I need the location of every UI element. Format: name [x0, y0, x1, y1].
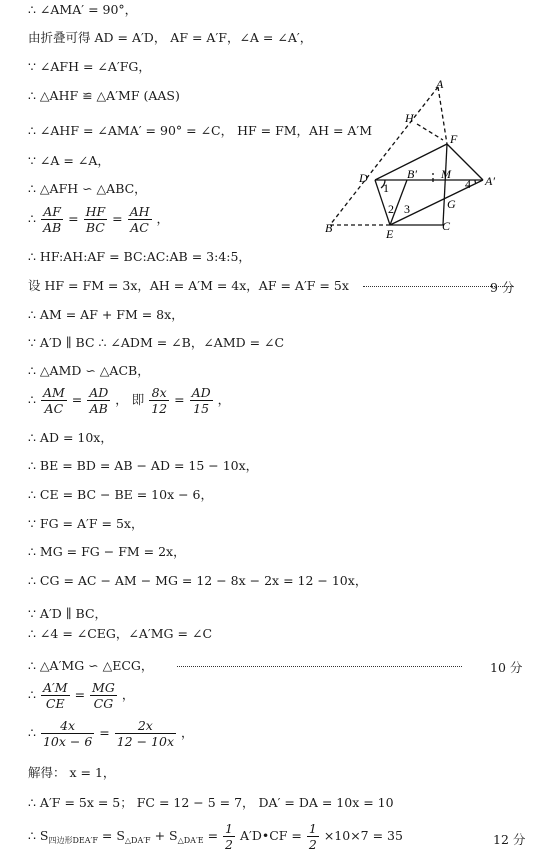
label-B-prime: B′	[407, 167, 417, 181]
proof-line: ∴ MG = FG − FM = 2x，	[28, 544, 186, 559]
dashed-line-AF	[438, 87, 447, 144]
proof-line: ∵ ∠A = ∠A，	[28, 153, 110, 168]
proof-line: ∴ ∠AHF = ∠AMA′ = 90° = ∠C， HF = FM，AH = A′M	[28, 123, 373, 138]
proof-line: ∵ A′D ∥ BC，	[28, 606, 108, 621]
score-mark: 12 分	[493, 832, 526, 847]
fraction-line: ∴ $\frac{4x}{10x - 6}$ = $\frac{2x}{12 - 10x}$ ，	[28, 718, 194, 749]
proof-line: ∴ CG = AC − AM − MG = 12 − 8x − 2x = 12 − 10x，	[28, 573, 368, 588]
proof-line: ∴ △AHF ≌ △A′MF (AAS)	[28, 88, 180, 103]
fraction: $\frac{1}{2}$	[308, 821, 317, 852]
area-line: ∴ $S_{四边形DEA'F} = S_{\triangle DA'F} + S_{\triangle DA'E}$ = $\frac{1}{2}$ A′D•CF = $\frac{1}{2}$ ×10×7 = 35	[28, 821, 403, 852]
label-M: M	[441, 167, 451, 181]
fraction-line: ∴ $\frac{AM}{AC}$ = $\frac{AD}{AB}$ ， 即 $\frac{8x}{12}$ = $\frac{AD}{15}$ ，	[28, 385, 231, 416]
fraction-line: ∴ $\frac{AF}{AB}$ = $\frac{HF}{BC}$ = $\frac{AH}{AC}$ ，	[28, 204, 170, 235]
proof-line: ∴ AM = AF + FM = 8x，	[28, 307, 184, 322]
proof-line: ∴ A′F = 5x = 5； FC = 12 − 5 = 7， DA′ = DA = 10x = 10	[28, 795, 394, 810]
proof-line: ∴ CE = BC − BE = 10x − 6，	[28, 487, 213, 502]
proof-line: ∴ ∠4 = ∠CEG，∠A′MG = ∠C	[28, 626, 213, 641]
label-F: F	[450, 132, 458, 146]
label-D: D	[359, 171, 368, 185]
label-2: 2	[388, 202, 394, 216]
label-B: B	[325, 221, 333, 235]
proof-line: ∴ BE = BD = AB − AD = 15 − 10x，	[28, 458, 259, 473]
label-E: E	[386, 227, 394, 240]
label-C: C	[442, 219, 451, 233]
fraction: $\frac{AF}{AB}$	[42, 204, 62, 235]
proof-line: ∴ △A′MG ∽ △ECG，	[28, 658, 462, 673]
fraction: $\frac{AM}{AC}$	[42, 385, 65, 416]
score-mark: 10 分	[490, 660, 523, 675]
label-G: G	[447, 197, 456, 211]
proof-line: 解得： x = 1，	[28, 765, 116, 780]
fraction: $\frac{8x}{12}$	[151, 385, 168, 416]
line-FA-prime	[447, 144, 483, 180]
label-3: 3	[404, 202, 410, 216]
proof-line: 设 HF = FM = 3x，AH = A′M = 4x，AF = A′F = 5x	[28, 278, 513, 293]
fraction: $\frac{A'M}{CE}$	[42, 680, 68, 711]
fraction: $\frac{AD}{AB}$	[89, 385, 109, 416]
label-1: 1	[383, 181, 389, 195]
label-4: 4	[465, 177, 471, 191]
proof-line: 由折叠可得 AD = A′D， AF = A′F，∠A = ∠A′，	[28, 30, 313, 45]
proof-line: ∵ A′D ∥ BC ∴ ∠ADM = ∠B，∠AMD = ∠C	[28, 335, 285, 350]
fraction: $\frac{2x}{12 - 10x}$	[116, 718, 175, 749]
proof-line: ∴ HF:AH:AF = BC:AC:AB = 3:4:5，	[28, 249, 251, 264]
label-H: H	[405, 111, 414, 125]
fraction: $\frac{1}{2}$	[225, 821, 233, 852]
fraction: $\frac{4x}{10x - 6}$	[42, 718, 93, 749]
label-A: A	[436, 80, 444, 91]
proof-line: ∴ △AMD ∽ △ACB，	[28, 363, 150, 378]
fraction: $\frac{AD}{15}$	[191, 385, 211, 416]
fraction: $\frac{HF}{BC}$	[85, 204, 106, 235]
proof-line: ∴ AD = 10x，	[28, 430, 113, 445]
score-mark: 9 分	[490, 280, 515, 295]
line-FC	[443, 144, 447, 225]
label-A-prime: A′	[485, 174, 495, 188]
proof-line: ∵ ∠AFH = ∠A′FG，	[28, 59, 151, 74]
proof-line: ∵ FG = A′F = 5x，	[28, 516, 144, 531]
dashed-line-HF	[417, 124, 443, 140]
proof-line: ∴ △AFH ∽ △ABC，	[28, 181, 147, 196]
fraction-line: ∴ $\frac{A'M}{CE}$ = $\frac{MG}{CG}$ ，	[28, 680, 135, 711]
proof-line: ∴ ∠AMA′ = 90°，	[28, 2, 138, 17]
fraction: $\frac{MG}{CG}$	[92, 680, 115, 711]
geometry-figure	[325, 80, 525, 240]
fraction: $\frac{AH}{AC}$	[129, 204, 150, 235]
